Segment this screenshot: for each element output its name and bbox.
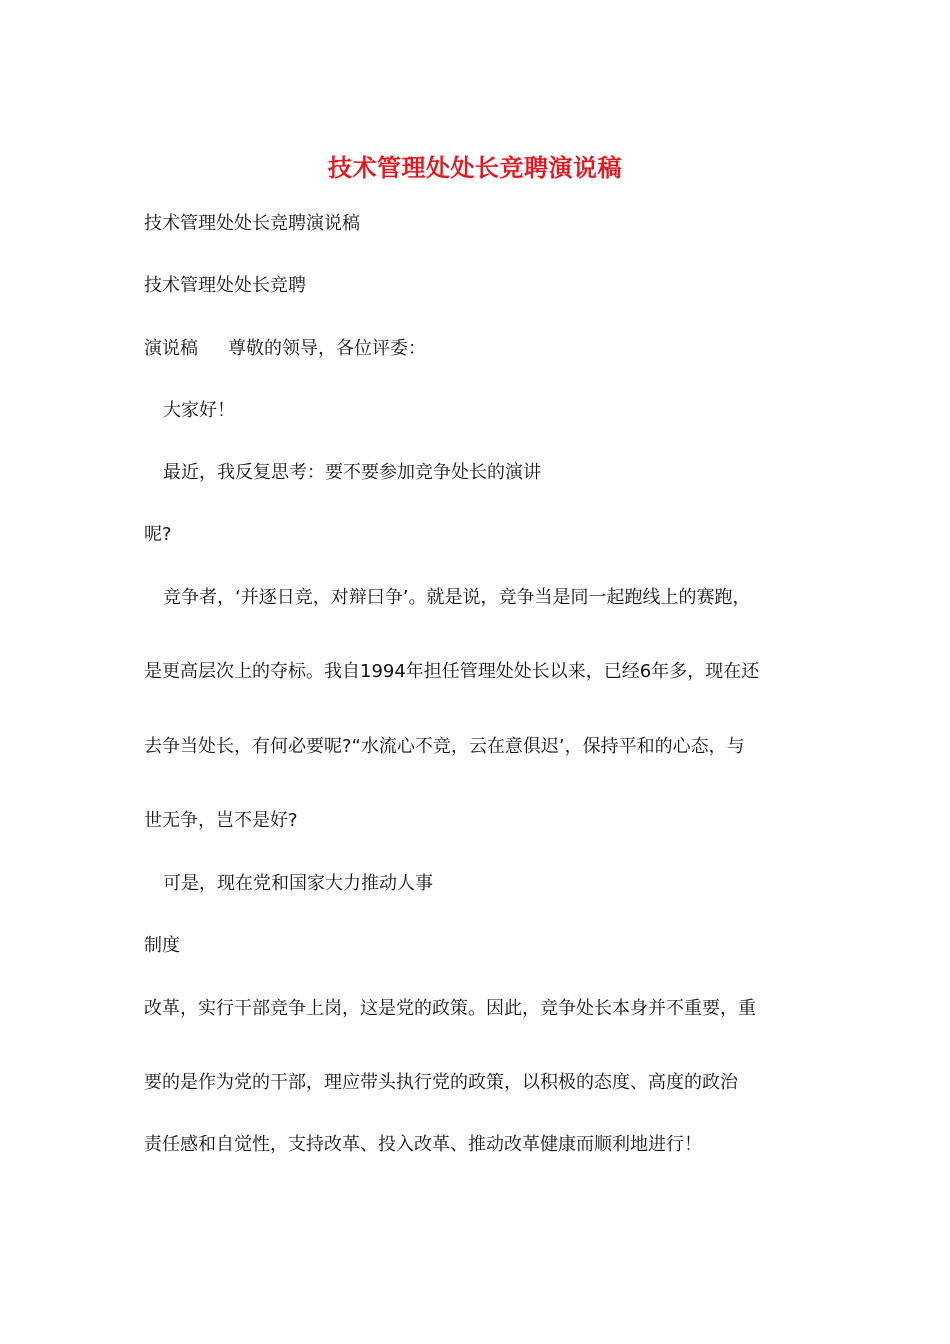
document-title: 技术管理处处长竞聘演说稿 <box>328 153 622 182</box>
paragraph-line: 呢? <box>144 524 172 545</box>
paragraph-line: 改革，实行干部竞争上岗，这是党的政策。因此，竞争处长本身并不重要，重 <box>144 998 756 1019</box>
paragraph-line: 要的是作为党的干部，理应带头执行党的政策，以积极的态度、高度的政治 <box>144 1072 738 1093</box>
speech-label: 演说稿 <box>144 338 198 359</box>
paragraph-line: 责任感和自觉性，支持改革、投入改革、推动改革健康而顺利地进行！ <box>144 1134 702 1155</box>
paragraph-line: 大家好！ <box>163 400 235 421</box>
paragraph-line: 去争当处长，有何必要呢?“水流心不竞，云在意俱迟’，保持平和的心态，与 <box>144 736 745 757</box>
paragraph-line: 世无争，岂不是好? <box>144 810 298 831</box>
paragraph-line: 可是，现在党和国家大力推动人事 <box>163 873 433 894</box>
paragraph-line: 技术管理处处长竞聘 <box>144 275 306 296</box>
salutation: 尊敬的领导，各位评委： <box>228 338 426 359</box>
paragraph-line: 最近，我反复思考：要不要参加竞争处长的演讲 <box>163 462 541 483</box>
paragraph-line <box>144 336 426 362</box>
paragraph-line: 竞争者，‘并逐日竞，对辩曰争’。就是说，竞争当是同一起跑线上的赛跑， <box>163 587 751 608</box>
paragraph-line: 制度 <box>144 935 180 956</box>
paragraph-line: 是更高层次上的夺标。我自1994年担任管理处处长以来，已经6年多，现在还 <box>144 661 760 682</box>
paragraph-line: 技术管理处处长竞聘演说稿 <box>144 213 360 234</box>
